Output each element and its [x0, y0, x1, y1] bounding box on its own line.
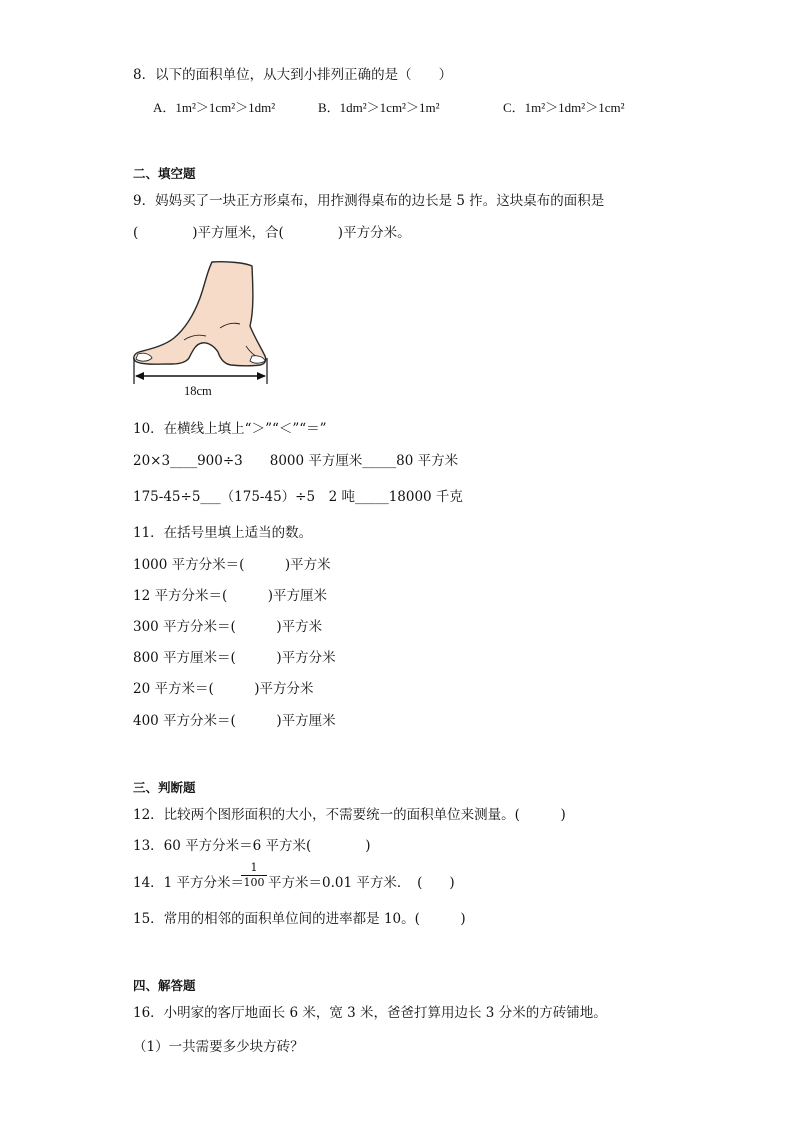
section-title-solve: 四、解答题: [133, 978, 196, 993]
q10-stem: 10．在横线上填上“＞”“＜”“＝”: [133, 421, 327, 437]
q8-option-b: B．1dm²＞1cm²＞1m²: [318, 100, 440, 115]
q12: 12．比较两个图形面积的大小，不需要统一的面积单位来测量。( ): [133, 807, 566, 823]
q14-fraction: [241, 862, 267, 889]
q10-row1: 20×3____900÷3 8000 平方厘米_____80 平方米: [133, 453, 459, 469]
q11-stem: 11．在括号里填上适当的数。: [133, 525, 313, 541]
q8-stem: 8．以下的面积单位，从大到小排列正确的是（ ）: [133, 67, 453, 83]
q14-fraction-denominator: 100: [243, 876, 265, 889]
q11-item: 20 平方米＝( )平方分米: [133, 681, 314, 697]
q13: 13．60 平方分米＝6 平方米( ): [133, 838, 371, 854]
q8-option-a: A．1m²＞1cm²＞1dm²: [153, 100, 276, 115]
q11-item: 300 平方分米＝( )平方米: [133, 619, 323, 635]
q11-item: 1000 平方分米＝( )平方米: [133, 557, 331, 573]
section-title-fill-in: 二、填空题: [133, 166, 196, 181]
q8-option-c: C．1m²＞1dm²＞1cm²: [503, 100, 625, 115]
q11-item: 800 平方厘米＝( )平方分米: [133, 650, 336, 666]
section-title-true-false: 三、判断题: [133, 780, 196, 795]
q14-prefix: 14．1 平方分米＝: [133, 875, 245, 891]
hand-shape: [134, 262, 266, 366]
q14-suffix: 平方米＝0.01 平方米． ( ): [268, 875, 455, 891]
q10-row2: 175-45÷5___（175-45）÷5 2 吨_____18000 千克: [133, 489, 463, 505]
q14-fraction-numerator: 1: [250, 861, 258, 874]
q16-stem: 16．小明家的客厅地面长 6 米，宽 3 米，爸爸打算用边长 3 分米的方砖铺地。: [133, 1005, 607, 1021]
q9-line2: ( )平方厘米，合( )平方分米。: [133, 225, 411, 241]
q11-item: 400 平方分米＝( )平方厘米: [133, 713, 336, 729]
q9-line1: 9．妈妈买了一块正方形桌布，用拃测得桌布的边长是 5 拃。这块桌布的面积是: [133, 193, 605, 209]
figure-length-label: 18cm: [184, 384, 212, 398]
hand-span-figure: [128, 258, 278, 398]
q15: 15．常用的相邻的面积单位间的进率都是 10。( ): [133, 911, 466, 927]
q11-item: 12 平方分米＝( )平方厘米: [133, 588, 328, 604]
q16-sub1: （1）一共需要多少块方砖？: [133, 1039, 304, 1055]
